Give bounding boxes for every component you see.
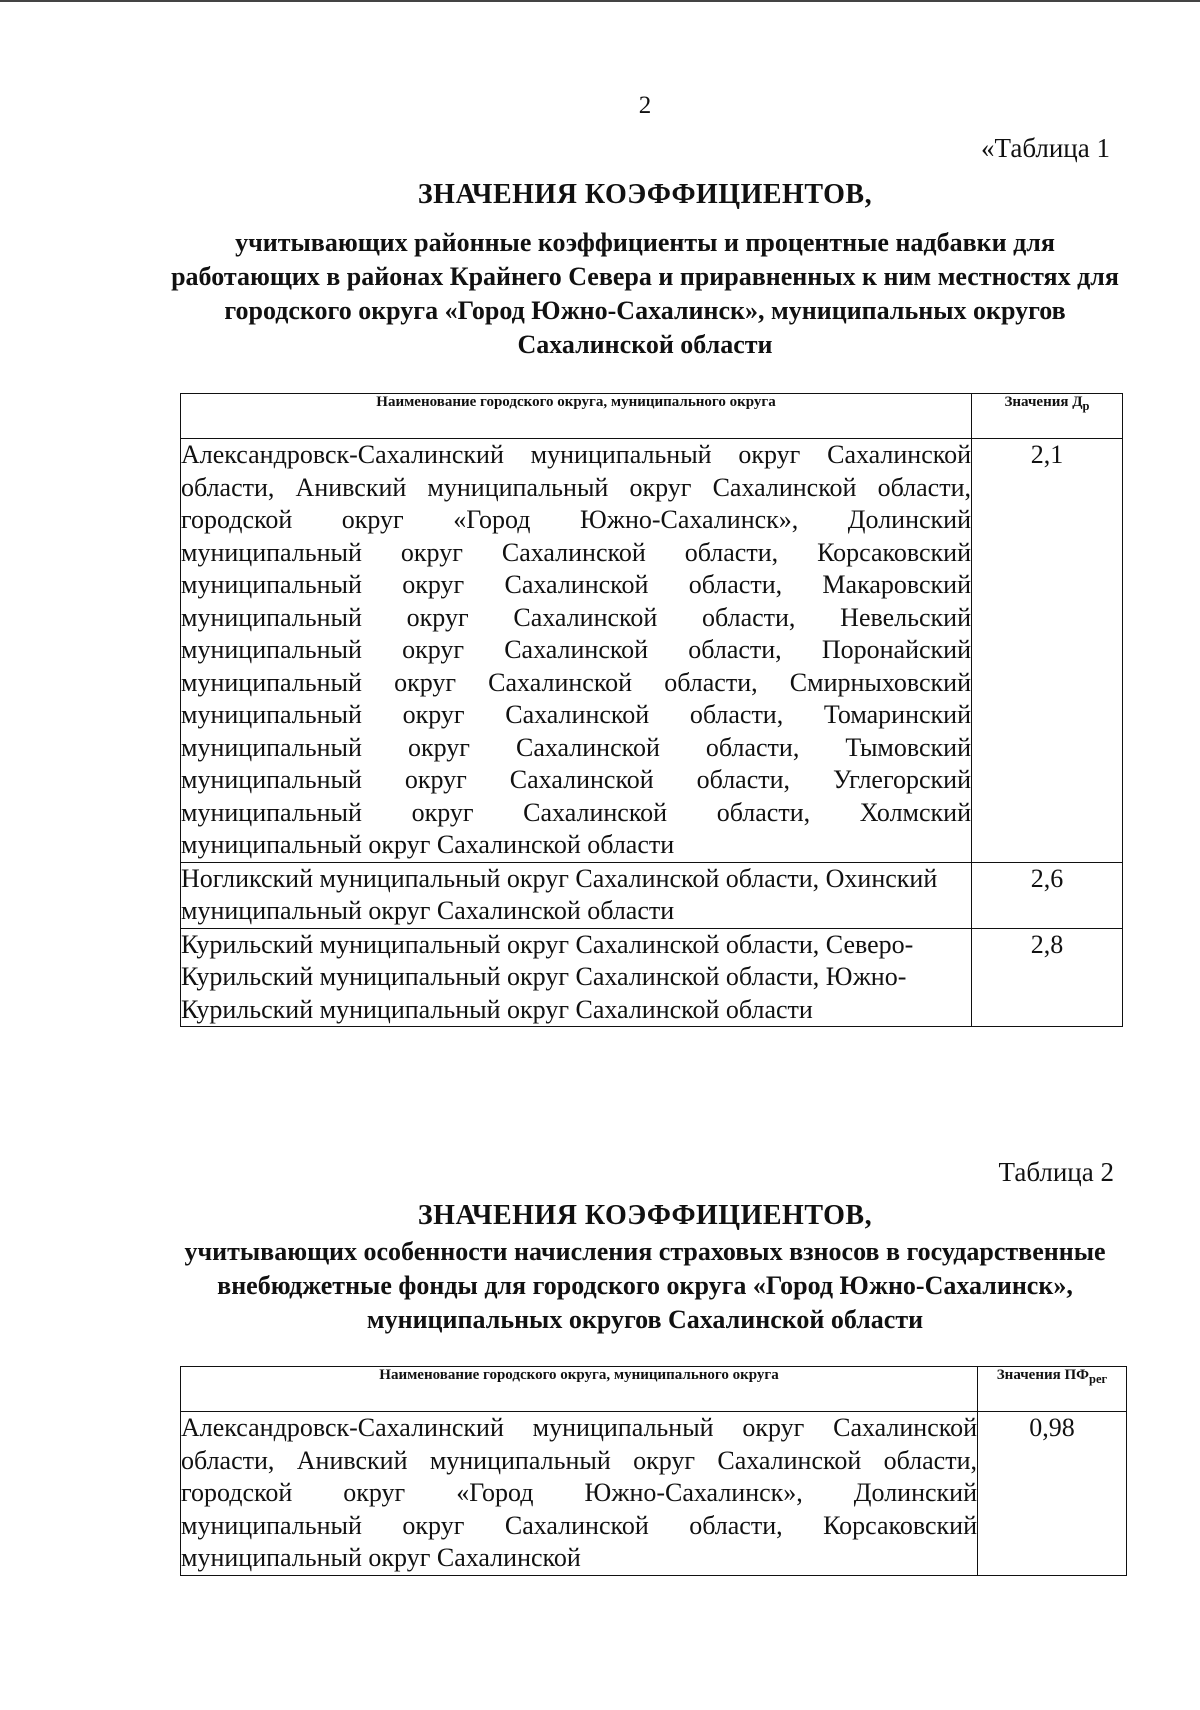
- table2-header-value: [978, 1367, 1127, 1412]
- table-row: [181, 439, 1123, 863]
- table1-row2-value: 2,6: [972, 862, 1123, 928]
- table1: [180, 393, 1123, 1027]
- table2-header-value-subscript: рег: [1089, 1372, 1108, 1386]
- table2-header-row: [181, 1367, 1127, 1412]
- table2-row1-value: 0,98: [978, 1412, 1127, 1576]
- table2: [180, 1366, 1127, 1576]
- table1-label: «Таблица 1: [981, 133, 1110, 163]
- table2-row1-name: Александровск-Сахалинский муниципальный округ Сахалинской области, Анивский муниципальный округ Сахалинской области, городской округ «Город Южно-Сахалинск», Долинский муниципальный округ Сахалинской области, Корсаковский муниципальный округ Сахалинской: [181, 1413, 977, 1572]
- table2-row1-name-cell: [181, 1412, 978, 1576]
- table2-label: Таблица 2: [998, 1157, 1114, 1187]
- table-row: [181, 862, 1123, 928]
- table1-row1-value: 2,1: [972, 439, 1123, 863]
- page-top-border: [0, 0, 1200, 2]
- table2-heading: [170, 1199, 1120, 1337]
- table1-row1-name: Александровск-Сахалинский муниципальный округ Сахалинской области, Анивский муниципальный округ Сахалинской области, городской округ «Город Южно-Сахалинск», Долинский муниципальный округ Сахалинской области, Корсаковский муниципальный округ Сахалинской области, Макаровский муниципальный округ Сахалинской области, Невельский муниципальный округ Сахалинской области, Поронайский муниципальный округ Сахалинской области, Смирныховский муниципальный округ Сахалинской области, Томаринский муниципальный округ Сахалинской области, Тымовский муниципальный округ Сахалинской области, Углегорский муниципальный округ Сахалинской области, Холмский муниципальный округ Сахалинской области: [181, 439, 972, 863]
- table1-header-value-subscript: р: [1082, 399, 1090, 413]
- table1-row3-name: Курильский муниципальный округ Сахалинской области, Северо-Курильский муниципальный округ Сахалинской области, Южно-Курильский муниципальный округ Сахалинской области: [181, 928, 972, 1027]
- table2-subtitle: учитывающих особенности начисления страховых взносов в государственные внебюджетные фонды для городского округа «Город Южно-Сахалинск», муниципальных округов Сахалинской области: [184, 1237, 1106, 1334]
- table-row: [181, 928, 1123, 1027]
- table1-subtitle: учитывающих районные коэффициенты и процентные надбавки для работающих в районах Крайнего Севера и приравненных к ним местностях для городского округа «Город Южно-Сахалинск», муниципальных округов Сахалинской области: [171, 228, 1119, 359]
- page-number: 2: [638, 92, 652, 119]
- table1-header-value-text: Значения Д: [1004, 394, 1083, 410]
- table2-header-value-text: Значения ПФ: [996, 1367, 1090, 1383]
- table1-heading: [170, 178, 1120, 362]
- table1-title: ЗНАЧЕНИЯ КОЭФФИЦИЕНТОВ,: [417, 179, 873, 210]
- table1-header-name: Наименование городского округа, муниципального округа: [181, 394, 972, 439]
- table1-header-row: [181, 394, 1123, 439]
- table1-row2-name: Ногликский муниципальный округ Сахалинской области, Охинский муниципальный округ Сахалинской области: [181, 862, 972, 928]
- table-row: [181, 1412, 1127, 1576]
- table2-title: ЗНАЧЕНИЯ КОЭФФИЦИЕНТОВ,: [417, 1200, 873, 1231]
- table1-row3-value: 2,8: [972, 928, 1123, 1027]
- table1-header-value: [972, 394, 1123, 439]
- table2-header-name: Наименование городского округа, муниципального округа: [181, 1367, 978, 1412]
